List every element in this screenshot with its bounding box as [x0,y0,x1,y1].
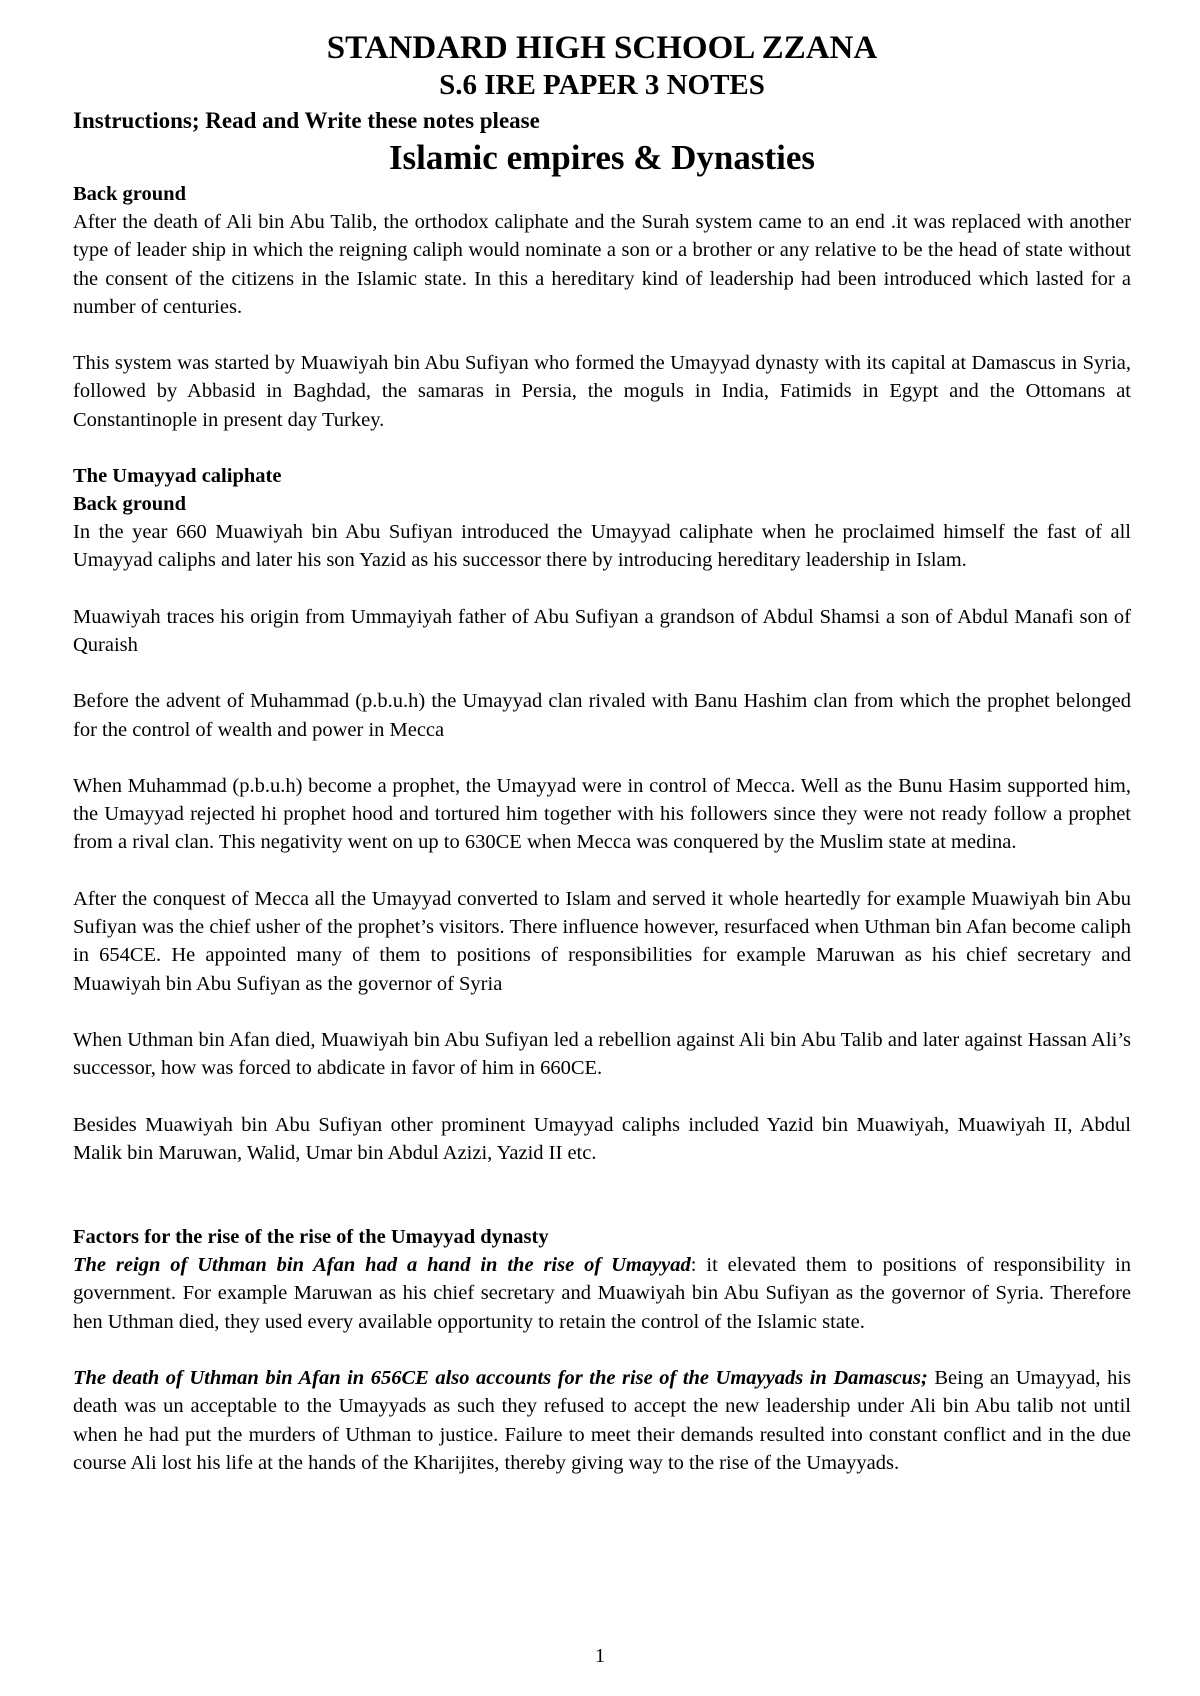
background-heading: Back ground [73,183,186,205]
instructions-line: Instructions; Read and Write these notes please [73,108,540,133]
background-paragraph: This system was started by Muawiyah bin Abu Sufiyan who formed the Umayyad dynasty with its capital at Damascus in Syria, followed by Abbasid in Baghdad, the samaras in Persia, the moguls in India, Fatimids in Egypt and the Ottomans at Constantinople in present day Turkey. [73,352,1131,431]
paragraph-spacer [73,998,1131,1026]
paragraph-spacer [73,659,1131,687]
factor-item [73,1251,1131,1336]
paragraph-spacer [73,434,1131,462]
background-paragraph: After the death of Ali bin Abu Talib, the orthodox caliphate and the Surah system came to an end .it was replaced with another type of leader ship in which the reigning caliph would nominate a son or a brother or any relative to be the head of state without the consent of the citizens in the Islamic state. In this a hereditary kind of leadership had been introduced which lasted for a number of centuries. [73,211,1131,318]
umayyad-paragraph: After the conquest of Mecca all the Umayyad converted to Islam and served it whole heartedly for example Muawiyah bin Abu Sufiyan was the chief usher of the prophet’s visitors. There influence however, resurfaced when Uthman bin Afan become caliph in 654CE. He appointed many of them to positions of responsibilities for example Maruwan as his chief secretary and Muawiyah bin Abu Sufiyan as the governor of Syria [73,887,1131,995]
umayyad-paragraph: Besides Muawiyah bin Abu Sufiyan other prominent Umayyad caliphs included Yazid bin Muawiyah, Muawiyah II, Abdul Malik bin Maruwan, Walid, Umar bin Abdul Azizi, Yazid II etc. [73,1113,1131,1164]
page-content [73,28,1131,1477]
paragraph-spacer [73,744,1131,772]
paragraph-spacer [73,1083,1131,1111]
paragraph-spacer [73,857,1131,885]
paragraph-spacer [73,1336,1131,1364]
umayyad-background-heading: Back ground [73,493,186,516]
paragraph-spacer [73,321,1131,349]
paragraph-spacer [73,575,1131,603]
umayyad-paragraph: Before the advent of Muhammad (p.b.u.h) the Umayyad clan rivaled with Banu Hashim clan from which the prophet belonged for the control of wealth and power in Mecca [73,690,1131,741]
topic-heading: Islamic empires & Dynasties [388,138,816,177]
section-spacer [73,1167,1131,1223]
umayyad-paragraph: When Uthman bin Afan died, Muawiyah bin Abu Sufiyan led a rebellion against Ali bin Abu Talib and later against Hassan Ali’s successor, how was forced to abdicate in favor of him in 660CE. [73,1028,1131,1080]
page-number: 1 [594,1645,606,1667]
umayyad-paragraph: In the year 660 Muawiyah bin Abu Sufiyan introduced the Umayyad caliphate when he proclaimed himself the fast of all Umayyad caliphs and later his son Yazid as his successor there by introducing hereditary leadership in Islam. [73,521,1131,572]
umayyad-paragraph: When Muhammad (p.b.u.h) become a prophet, the Umayyad were in control of Mecca. Well as the Bunu Hasim supported him, the Umayyad rejected hi prophet hood and tortured him together with his followers since they were not ready follow a prophet from a rival clan. This negativity went on up to 630CE when Mecca was conquered by the Muslim state at medina. [73,774,1131,854]
factor-lead: The reign of Uthman bin Afan had a hand in the rise of Umayyad [73,1254,691,1277]
umayyad-paragraph: Muawiyah traces his origin from Ummayiyah father of Abu Sufiyan a grandson of Abdul Shamsi a son of Abdul Manafi son of Quraish [73,605,1131,656]
factor-text: : it elevated them to positions of responsibility in government. For example Maruwan as his chief secretary and Muawiyah bin Abu Sufiyan as the governor of Syria. Therefore hen Uthman died, they used every available opportunity to retain the control of the Islamic state. [73,1254,1131,1333]
factors-heading: Factors for the rise of the rise of the Umayyad dynasty [73,1226,549,1249]
paper-title: S.6 IRE PAPER 3 NOTES [439,69,765,101]
factor-lead: The death of Uthman bin Afan in 656CE also accounts for the rise of the Umayyads in Damascus; [73,1367,928,1390]
school-title: STANDARD HIGH SCHOOL ZZANA [326,30,878,66]
factor-item [73,1364,1131,1477]
umayyad-heading: The Umayyad caliphate [73,465,282,488]
factor-text: Being an Umayyad, his death was un acceptable to the Umayyads as such they refused to accept the new leadership under Ali bin Abu talib not until when he had put the murders of Uthman to justice. Failure to meet their demands resulted into constant conflict and in the due course Ali lost his life at the hands of the Kharijites, thereby giving way to the rise of the Umayyads. [73,1367,1131,1474]
